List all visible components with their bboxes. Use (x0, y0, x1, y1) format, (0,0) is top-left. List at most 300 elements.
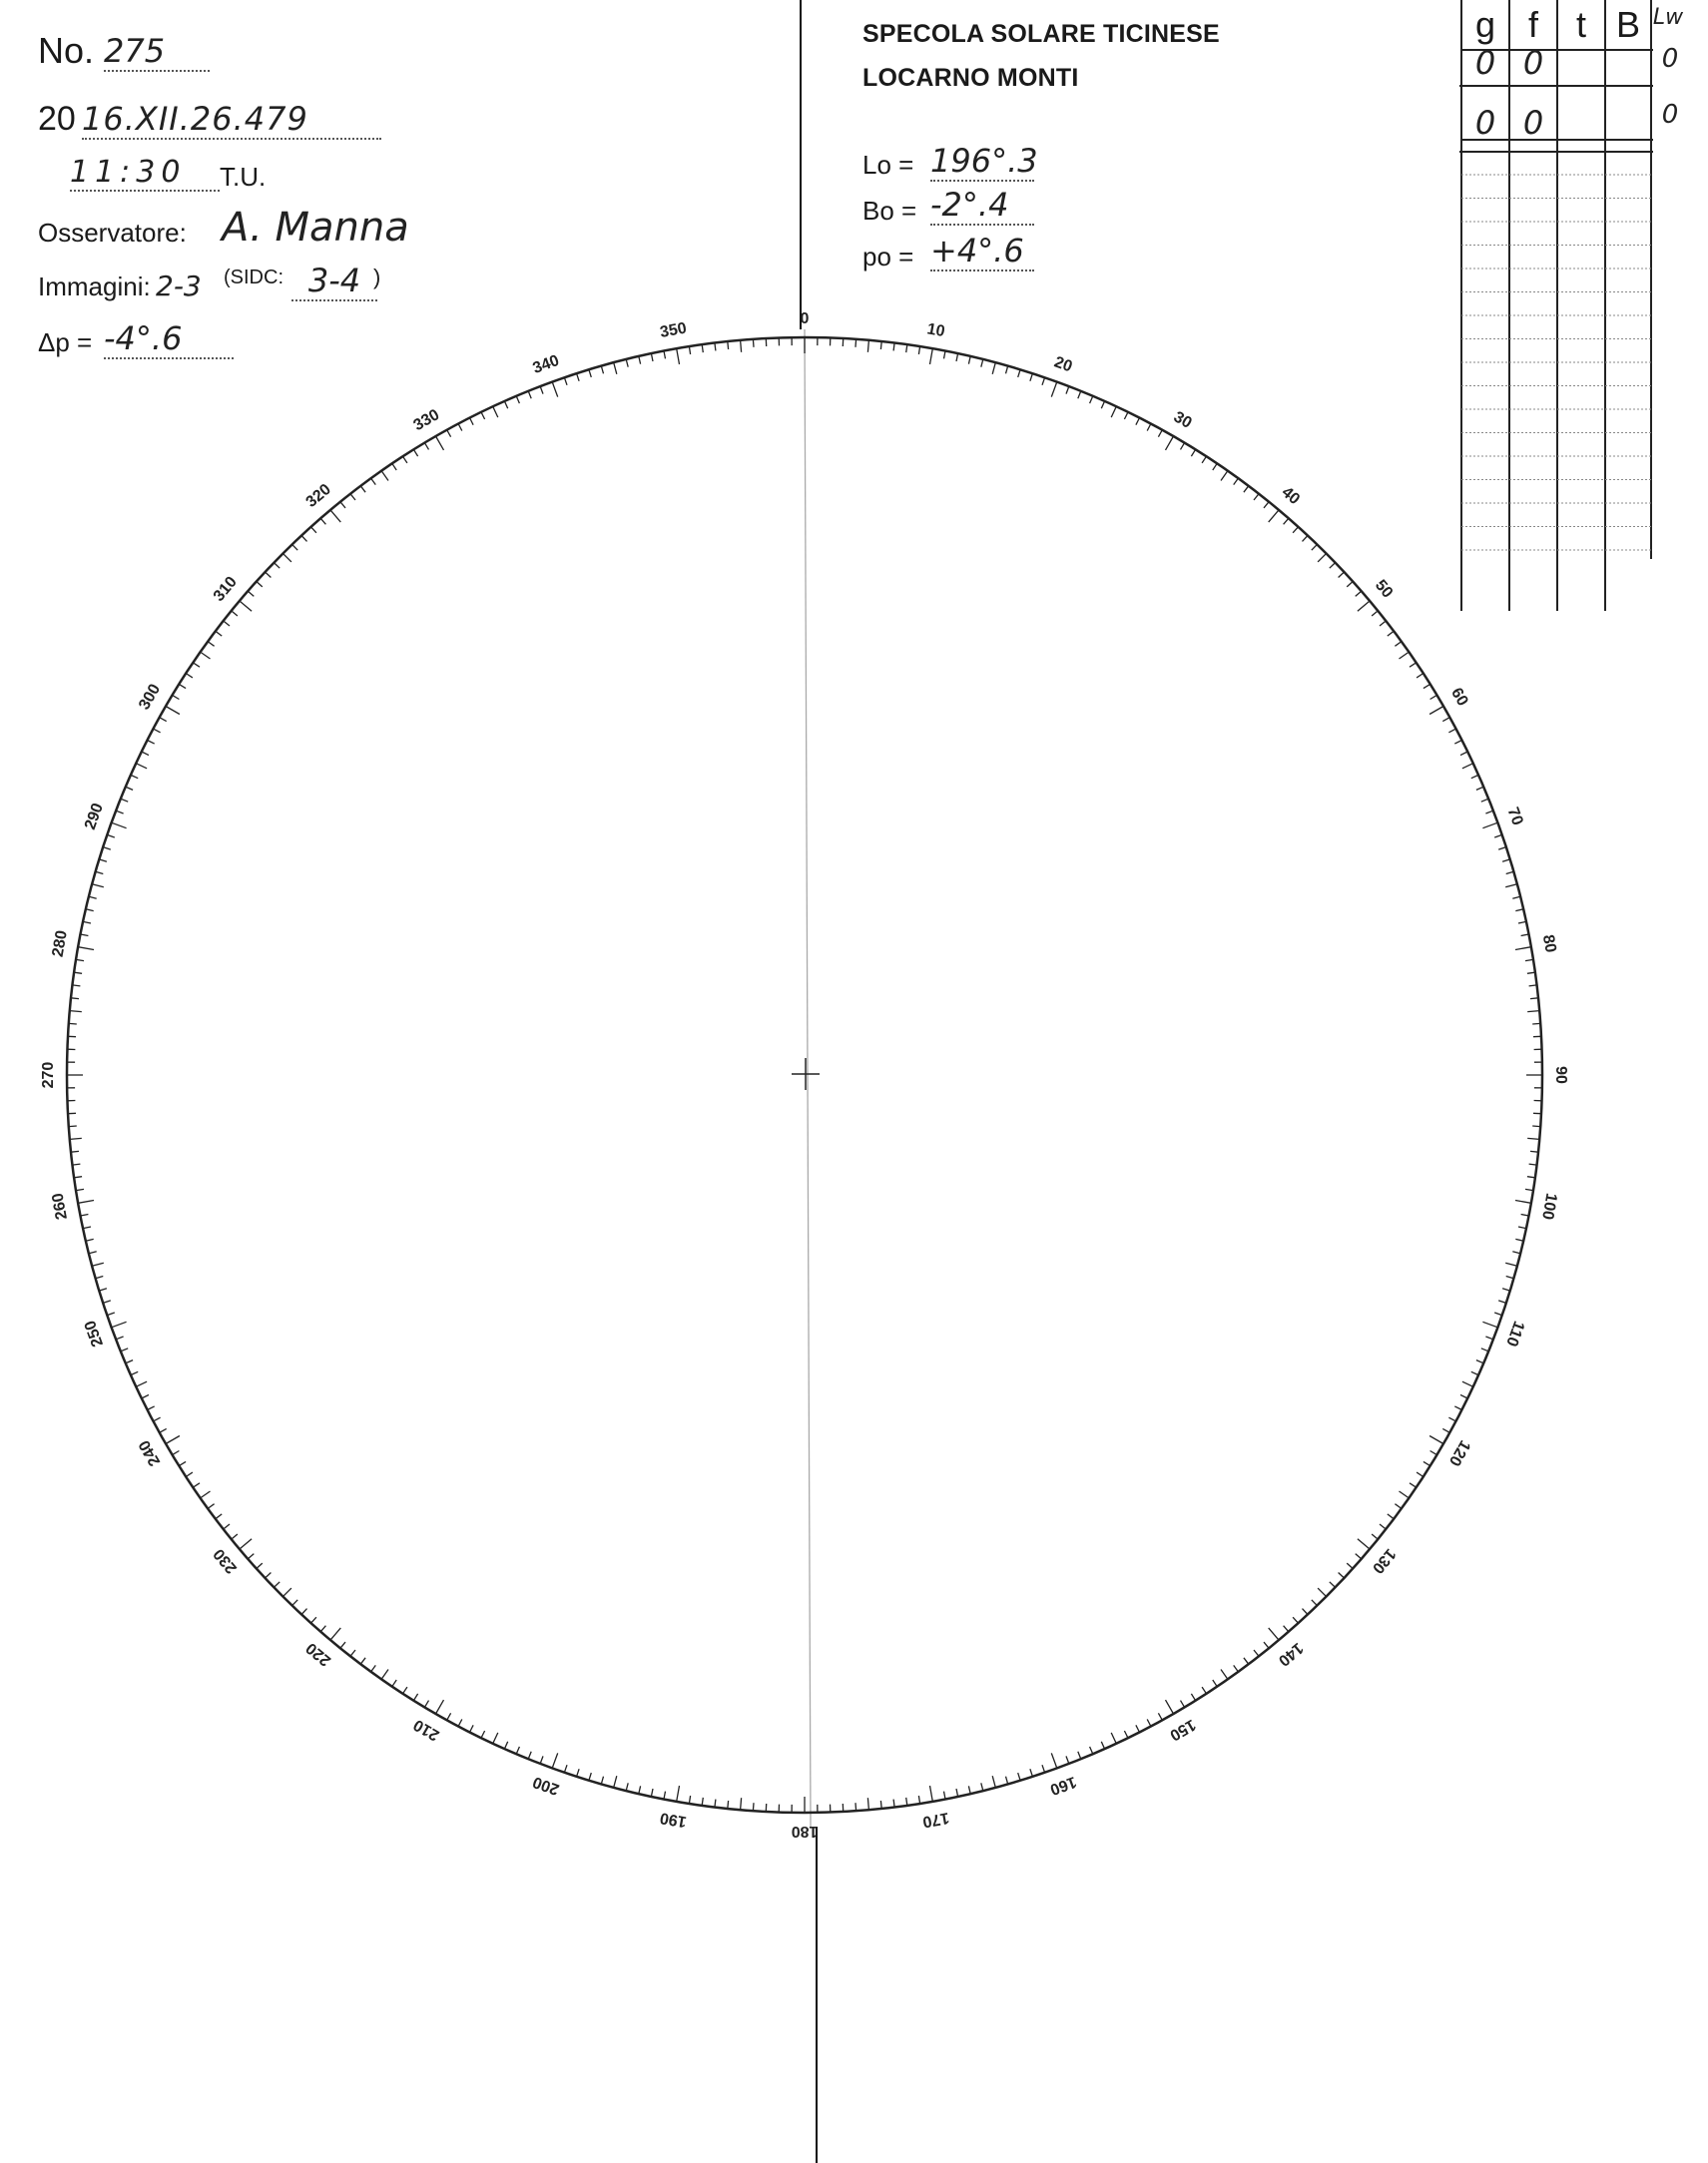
degree-tick (880, 1801, 881, 1809)
degree-tick (350, 1650, 355, 1656)
degree-tick (257, 582, 263, 587)
degree-label: 300 (136, 681, 165, 714)
degree-tick (1202, 1687, 1206, 1694)
degree-label: 20 (1051, 353, 1075, 376)
degree-tick (301, 536, 307, 542)
degree-tick (504, 401, 507, 408)
degree-tick (1284, 518, 1289, 524)
degree-tick (1181, 1701, 1185, 1708)
degree-tick (301, 1609, 307, 1615)
degree-tick (944, 351, 946, 359)
degree-tick (103, 1301, 111, 1304)
degree-tick (208, 642, 215, 647)
degree-label: 120 (1444, 1436, 1473, 1469)
degree-tick (1356, 591, 1362, 596)
degree-tick (179, 1461, 186, 1465)
degree-tick (1395, 1504, 1402, 1509)
degree-tick (458, 424, 462, 431)
degree-tick (74, 972, 82, 973)
degree-tick (1221, 471, 1228, 481)
degree-tick (956, 353, 958, 361)
degree-tick (1430, 695, 1437, 699)
time-value: 11:30 (70, 155, 220, 192)
degree-tick (493, 406, 498, 417)
degree-tick (1303, 536, 1309, 542)
degree-tick (76, 959, 84, 960)
degree-tick (1471, 1371, 1478, 1374)
degree-tick (1527, 972, 1535, 973)
degree-tick (274, 563, 280, 569)
degree-tick (1521, 934, 1529, 936)
degree-tick (311, 527, 316, 533)
degree-tick (728, 341, 729, 349)
degree-tick (311, 1617, 316, 1623)
degree-tick (458, 1719, 462, 1726)
degree-tick (154, 1417, 161, 1421)
degree-tick (208, 1504, 215, 1509)
sidc-label: (SIDC: (224, 267, 284, 288)
degree-tick (626, 359, 628, 367)
degree-tick (893, 1800, 894, 1808)
degree-tick (1147, 1719, 1151, 1726)
degree-tick (1476, 1360, 1483, 1363)
degree-tick (1078, 1752, 1081, 1759)
degree-tick (639, 356, 641, 364)
degree-tick (424, 443, 428, 450)
degree-tick (126, 787, 133, 790)
degree-label: 180 (791, 1822, 819, 1840)
degree-tick (493, 1733, 498, 1744)
degree-tick (1400, 1491, 1410, 1498)
degree-tick (1312, 1600, 1318, 1606)
degree-tick (173, 695, 180, 699)
degree-tick (1423, 684, 1430, 688)
degree-tick (1485, 811, 1493, 813)
degree-tick (1429, 707, 1443, 715)
degree-tick (1293, 527, 1298, 533)
degree-tick (1264, 502, 1269, 508)
degree-tick (99, 859, 107, 861)
degree-tick (1147, 424, 1151, 431)
degree-tick (166, 1436, 180, 1444)
degree-tick (136, 764, 147, 769)
col-header-B: B (1615, 4, 1640, 45)
degree-tick (893, 343, 894, 351)
degree-label: 210 (410, 1715, 443, 1744)
L0-label: Lo = (862, 150, 914, 180)
degree-tick (1502, 1289, 1510, 1291)
degree-tick (1417, 1472, 1423, 1476)
degree-tick (121, 1349, 128, 1352)
degree-tick (589, 369, 591, 377)
degree-tick (470, 418, 474, 425)
degree-tick (528, 1752, 531, 1759)
degree-tick (741, 1798, 742, 1810)
degree-tick (1166, 1700, 1174, 1714)
degree-tick (1347, 582, 1353, 587)
degree-tick (257, 1563, 263, 1568)
degree-tick (918, 1796, 919, 1804)
degree-tick (880, 341, 881, 349)
degree-tick (1442, 718, 1449, 722)
p0-label: po = (862, 242, 914, 271)
degree-tick (160, 718, 167, 722)
degree-label: 200 (530, 1772, 562, 1799)
degree-tick (1330, 563, 1336, 569)
degree-tick (504, 1742, 507, 1749)
date-prefix: 20 (38, 100, 76, 138)
degree-tick (1158, 430, 1162, 437)
degree-tick (1506, 1277, 1514, 1279)
institution-location: LOCARNO MONTI (862, 64, 1079, 92)
degree-tick (516, 1747, 519, 1754)
degree-tick (240, 1539, 252, 1549)
degree-tick (1018, 369, 1020, 377)
degree-tick (371, 478, 376, 485)
degree-tick (992, 362, 995, 374)
degree-tick (142, 1394, 149, 1398)
degree-tick (1532, 1023, 1540, 1024)
degree-tick (350, 494, 355, 500)
degree-tick (1234, 1665, 1239, 1672)
degree-tick (330, 1628, 340, 1640)
degree-tick (1512, 1252, 1520, 1254)
degree-tick (664, 1792, 666, 1800)
degree-tick (83, 1227, 91, 1229)
degree-label: 140 (1275, 1639, 1307, 1670)
images-label: Immagini: (38, 271, 151, 301)
degree-tick (216, 1514, 222, 1519)
degree-tick (320, 1626, 325, 1632)
degree-tick (470, 1725, 474, 1732)
degree-tick (1527, 1011, 1539, 1012)
degree-tick (112, 822, 127, 828)
degree-label: 290 (81, 801, 108, 832)
degree-tick (1136, 1725, 1140, 1732)
degree-tick (1090, 1747, 1093, 1754)
observer-label: Osservatore: (38, 218, 187, 248)
degree-tick (1347, 1563, 1353, 1568)
images-value: 2-3 (156, 270, 202, 302)
degree-tick (112, 1322, 127, 1328)
degree-label: 260 (49, 1191, 71, 1222)
degree-tick (248, 591, 254, 596)
time-unit-label: T.U. (220, 162, 267, 192)
degree-tick (131, 1371, 138, 1374)
col-header-g: g (1474, 4, 1496, 45)
degree-tick (639, 1786, 641, 1794)
degree-tick (1078, 391, 1081, 398)
degree-tick (1269, 1628, 1279, 1640)
degree-tick (360, 1658, 365, 1664)
degree-tick (1388, 1514, 1394, 1519)
degree-tick (564, 1765, 567, 1773)
degree-label: 50 (1371, 576, 1397, 602)
degree-tick (1111, 1733, 1116, 1744)
degree-tick (1051, 1753, 1057, 1768)
degree-tick (1448, 1417, 1455, 1421)
degree-tick (1506, 871, 1514, 873)
degree-tick (292, 1600, 298, 1606)
degree-tick (1481, 1349, 1488, 1352)
degree-tick (1460, 1394, 1467, 1398)
degree-label: 330 (410, 406, 443, 435)
degree-tick (1090, 396, 1093, 403)
degree-tick (968, 1786, 970, 1794)
degree-tick (1358, 601, 1370, 611)
p0-value: +4°.6 (930, 232, 1034, 271)
degree-tick (601, 1777, 603, 1785)
degree-tick (1423, 1461, 1430, 1465)
degree-tick (1395, 642, 1402, 647)
degree-tick (1417, 674, 1423, 678)
degree-tick (1505, 1263, 1517, 1266)
degree-tick (1136, 418, 1140, 425)
degree-tick (86, 909, 94, 911)
degree-tick (1124, 412, 1128, 419)
degree-tick (136, 1381, 147, 1386)
degree-tick (1521, 1215, 1529, 1217)
degree-tick (741, 340, 742, 352)
degree-tick (73, 985, 81, 986)
degree-tick (70, 1138, 82, 1139)
degree-tick (1312, 544, 1318, 550)
degree-tick (715, 343, 716, 351)
degree-tick (186, 674, 193, 678)
degree-label: 320 (302, 480, 334, 511)
degree-label: 160 (1047, 1772, 1079, 1799)
degree-tick (715, 1800, 716, 1808)
degree-tick (71, 1151, 79, 1152)
degree-tick (1213, 1680, 1217, 1687)
degree-tick (867, 340, 868, 352)
degree-tick (1471, 775, 1478, 778)
degree-tick (83, 921, 91, 923)
degree-tick (689, 1796, 690, 1804)
degree-tick (1388, 631, 1394, 636)
degree-tick (392, 1680, 396, 1687)
degree-tick (148, 741, 155, 745)
degree-tick (69, 1126, 77, 1127)
degree-tick (1293, 1617, 1298, 1623)
degree-label: 240 (136, 1436, 165, 1469)
degree-tick (1318, 1588, 1327, 1597)
degree-tick (614, 362, 617, 374)
L0-value: 196°.3 (930, 142, 1038, 180)
degree-tick (677, 348, 680, 364)
degree-tick (981, 359, 983, 367)
degree-tick (1006, 366, 1008, 374)
sidc-value: 3-4 (291, 262, 377, 301)
degree-label: 0 (800, 310, 810, 328)
degree-tick (166, 707, 180, 715)
degree-tick (1380, 621, 1386, 626)
degree-tick (1462, 1381, 1473, 1386)
degree-tick (96, 871, 104, 873)
degree-tick (1202, 456, 1206, 463)
degree-tick (1502, 859, 1510, 861)
degree-tick (1527, 1177, 1535, 1178)
degree-tick (677, 1786, 680, 1802)
degree-tick (1254, 494, 1259, 500)
table-cell: 0 (1661, 100, 1679, 130)
degree-tick (89, 1252, 97, 1254)
degree-tick (436, 1700, 444, 1714)
degree-tick (577, 1769, 580, 1777)
degree-tick (283, 553, 291, 562)
degree-tick (1460, 752, 1467, 756)
degree-tick (381, 1670, 388, 1680)
institution-name: SPECOLA SOLARE TICINESE (862, 20, 1220, 48)
degree-tick (1482, 1322, 1497, 1328)
degree-tick (1339, 572, 1345, 578)
degree-tick (540, 1756, 543, 1764)
degree-tick (956, 1789, 958, 1797)
degree-tick (1530, 998, 1538, 999)
degree-label: 40 (1278, 483, 1304, 509)
delta-p-value: -4°.6 (104, 319, 234, 359)
degree-tick (1515, 1201, 1531, 1204)
degree-tick (481, 412, 485, 419)
degree-label: 90 (1551, 1066, 1569, 1084)
degree-label: 230 (210, 1545, 241, 1577)
degree-tick (1111, 406, 1116, 417)
degree-tick (1498, 847, 1506, 850)
degree-label: 70 (1503, 805, 1526, 828)
degree-tick (73, 1164, 81, 1165)
degree-tick (232, 1534, 238, 1539)
degree-tick (992, 1776, 995, 1788)
degree-tick (1515, 947, 1531, 950)
degree-tick (107, 834, 115, 837)
degree-tick (1498, 1301, 1506, 1304)
degree-tick (906, 1798, 907, 1806)
B0-label: Bo = (862, 196, 917, 226)
degree-tick (1018, 1773, 1020, 1781)
degree-tick (413, 1694, 417, 1701)
degree-tick (413, 449, 417, 456)
degree-tick (1318, 553, 1327, 562)
degree-tick (1518, 1227, 1526, 1229)
table-cell: 0 (1522, 104, 1544, 142)
degree-tick (381, 471, 388, 481)
degree-tick (403, 456, 407, 463)
degree-tick (1221, 1670, 1228, 1680)
degree-tick (906, 344, 907, 352)
degree-tick (664, 351, 666, 359)
degree-tick (1530, 1151, 1538, 1152)
degree-tick (240, 601, 252, 611)
degree-tick (1529, 985, 1537, 986)
degree-tick (201, 1491, 211, 1498)
degree-tick (266, 572, 272, 578)
degree-tick (1356, 1554, 1362, 1559)
degree-tick (626, 1783, 628, 1791)
number-value: 275 (104, 32, 210, 72)
degree-label: 270 (40, 1061, 58, 1089)
degree-tick (340, 1642, 345, 1648)
degree-tick (753, 1803, 754, 1811)
degree-tick (78, 1201, 94, 1204)
degree-tick (1066, 1756, 1069, 1764)
degree-tick (320, 518, 325, 524)
degree-tick (232, 611, 238, 616)
degree-tick (855, 1803, 856, 1811)
degree-tick (1030, 373, 1033, 381)
degree-tick (1429, 1436, 1443, 1444)
table-cell: 0 (1522, 44, 1544, 82)
degree-label: 250 (81, 1318, 108, 1350)
degree-label: 30 (1170, 408, 1195, 432)
degree-tick (1101, 401, 1104, 408)
degree-tick (981, 1783, 983, 1791)
B0-value: -2°.4 (930, 186, 1034, 226)
degree-label: 130 (1369, 1545, 1400, 1577)
degree-tick (126, 1360, 133, 1363)
degree-tick (392, 463, 396, 470)
degree-tick (340, 502, 345, 508)
degree-label: 60 (1447, 685, 1471, 710)
degree-tick (1254, 1650, 1259, 1656)
degree-tick (702, 344, 703, 352)
date-value: 16.XII.26.479 (82, 100, 381, 140)
degree-label: 220 (302, 1639, 334, 1670)
degree-tick (186, 1472, 193, 1476)
degree-label: 340 (530, 351, 562, 378)
degree-tick (224, 1524, 230, 1529)
degree-tick (577, 373, 580, 381)
degree-tick (424, 1701, 428, 1708)
degree-tick (193, 1483, 200, 1487)
degree-tick (689, 346, 690, 354)
degree-tick (528, 391, 531, 398)
degree-label: 190 (658, 1809, 689, 1831)
degree-tick (148, 1406, 155, 1410)
degree-label: 100 (1538, 1191, 1560, 1222)
degree-tick (1358, 1539, 1370, 1549)
degree-tick (930, 1786, 933, 1802)
degree-tick (1512, 896, 1520, 898)
degree-tick (71, 998, 79, 999)
degree-tick (1410, 1483, 1417, 1487)
degree-tick (944, 1792, 946, 1800)
degree-tick (1525, 959, 1533, 960)
degree-tick (1303, 1609, 1309, 1615)
degree-tick (116, 1337, 124, 1340)
degree-tick (99, 1289, 107, 1291)
degree-tick (614, 1776, 617, 1788)
degree-tick (78, 947, 94, 950)
degree-tick (1330, 1582, 1336, 1588)
degree-tick (216, 631, 222, 636)
degree-tick (1191, 449, 1195, 456)
observer-value: A. Manna (222, 205, 409, 251)
table-cell: 0 (1474, 44, 1496, 82)
degree-tick (1494, 834, 1502, 837)
degree-tick (447, 430, 451, 437)
degree-tick (1234, 478, 1239, 485)
degree-tick (1448, 729, 1455, 733)
degree-tick (224, 621, 230, 626)
degree-tick (1264, 1642, 1269, 1648)
degree-tick-marks (67, 337, 1542, 1813)
degree-tick (552, 1753, 558, 1768)
degree-tick (1430, 1451, 1437, 1455)
degree-tick (1485, 1337, 1493, 1340)
degree-tick (201, 652, 211, 659)
degree-tick (179, 684, 186, 688)
degree-tick (1166, 436, 1174, 450)
